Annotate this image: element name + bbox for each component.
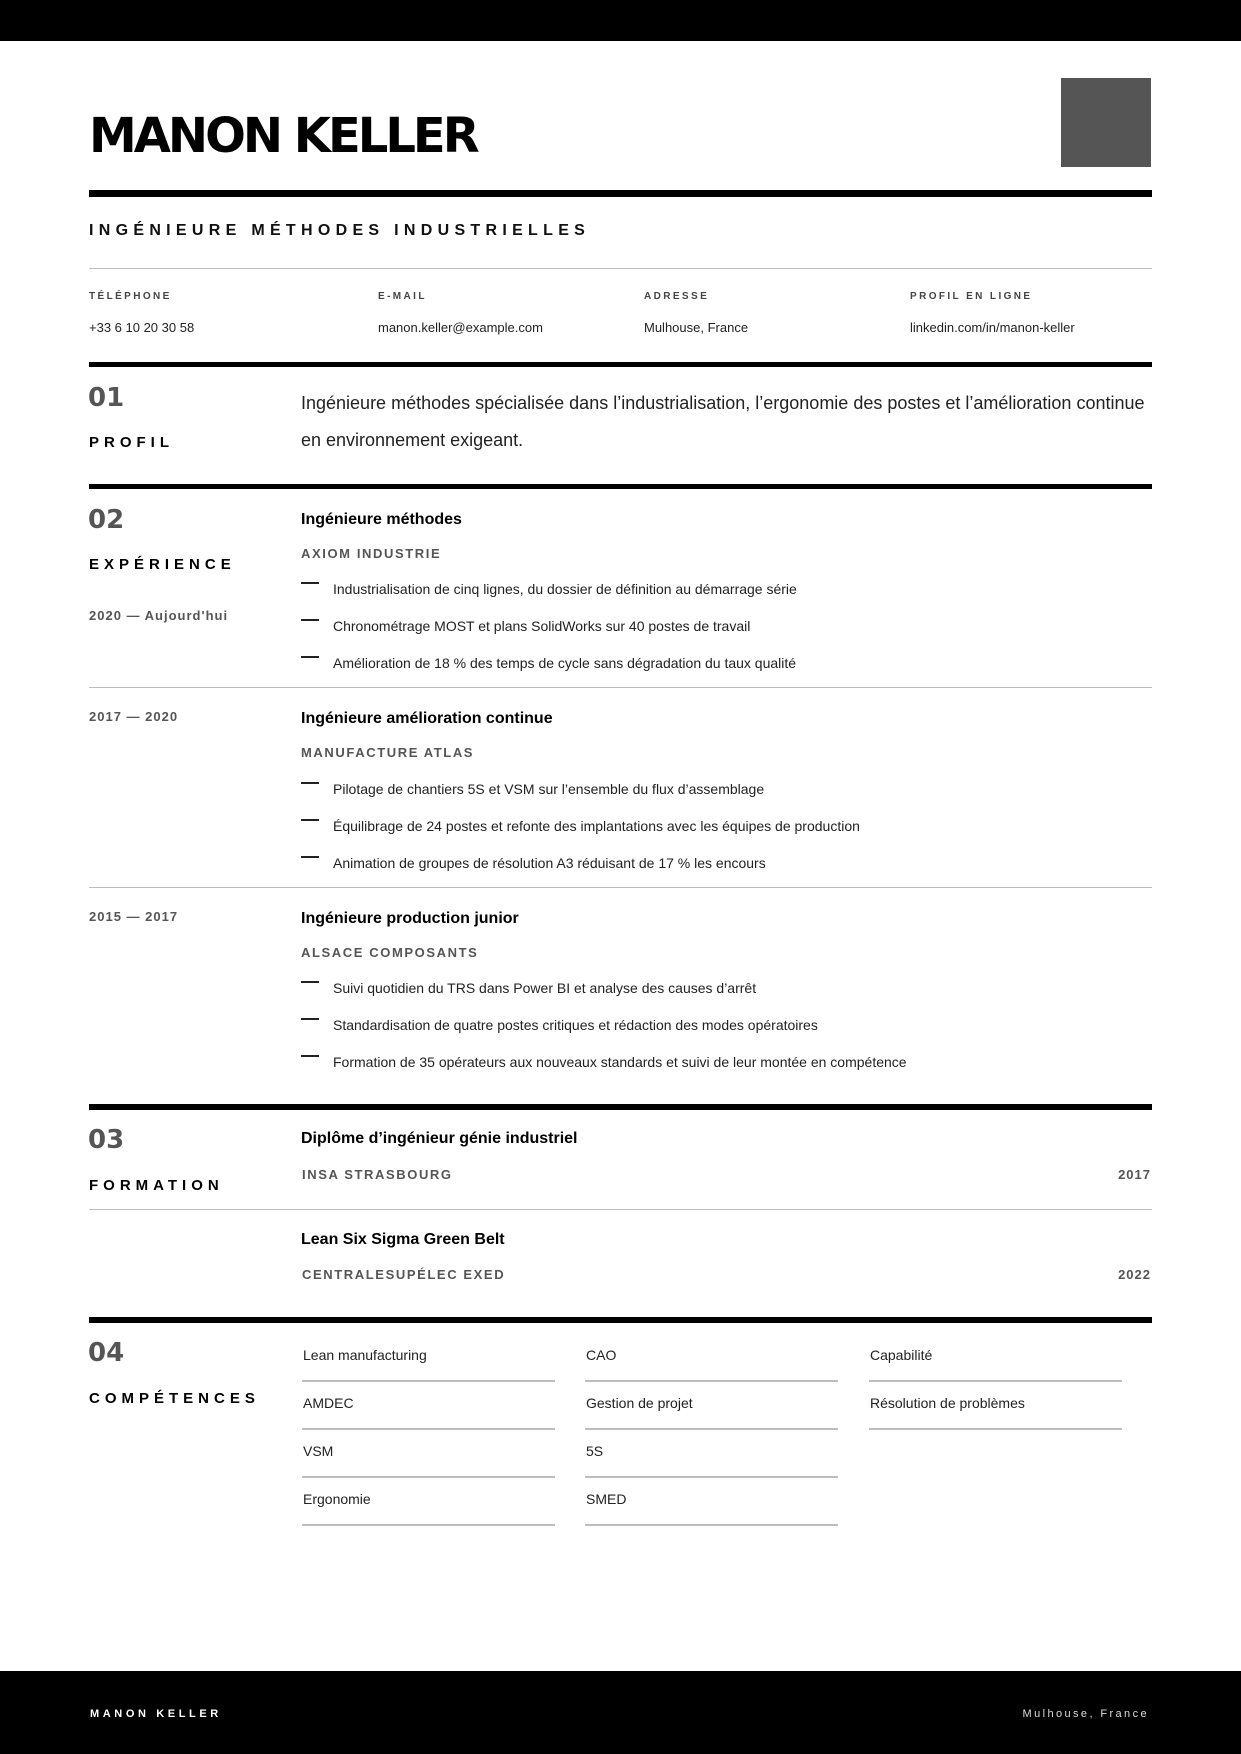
address-label: ADRESSE [644, 291, 710, 302]
job-role: Ingénieure méthodes [301, 511, 462, 528]
experience-section-title: EXPÉRIENCE [89, 556, 236, 573]
bullet-dash [301, 981, 319, 983]
skill-item: VSM [302, 1430, 555, 1478]
bullet-dash [301, 1055, 319, 1057]
degree-title: Lean Six Sigma Green Belt [301, 1231, 505, 1248]
job-bullet: Amélioration de 18 % des temps de cycle sans dégradation du taux qualité [333, 655, 797, 671]
phone-label: TÉLÉPHONE [89, 291, 172, 302]
bullet-dash [301, 582, 319, 584]
degree-title: Diplôme d’ingénieur génie industriel [301, 1130, 578, 1147]
skills-section-title: COMPÉTENCES [89, 1390, 260, 1407]
job-bullet: Suivi quotidien du TRS dans Power BI et analyse des causes d’arrêt [333, 980, 757, 996]
header-divider [89, 190, 1152, 197]
online-profile-label: PROFIL EN LIGNE [910, 291, 1033, 302]
top-bar [0, 0, 1241, 41]
job-company: MANUFACTURE ATLAS [301, 745, 475, 760]
bullet-dash [301, 1018, 319, 1020]
section-divider [89, 362, 1152, 367]
job-role: Ingénieure production junior [301, 910, 519, 927]
skill-item: Résolution de problèmes [869, 1382, 1122, 1430]
skill-item: Lean manufacturing [302, 1334, 555, 1382]
address-value: Mulhouse, France [644, 320, 749, 335]
job-bullet: Chronométrage MOST et plans SolidWorks sur 40 postes de travail [333, 618, 751, 634]
profile-summary: Ingénieure méthodes spécialisée dans l’industrialisation, l’ergonomie des postes et l’amélioration continue en environnement exigeant. [301, 393, 1145, 450]
email-value: manon.keller@example.com [378, 320, 543, 335]
job-bullet: Industrialisation de cinq lignes, du dossier de définition au démarrage série [333, 581, 797, 597]
email-label: E-MAIL [378, 291, 427, 302]
job-divider [89, 887, 1152, 888]
job-bullet: Pilotage de chantiers 5S et VSM sur l’ensemble du flux d’assemblage [333, 781, 765, 797]
degree-year: 2017 [1118, 1167, 1151, 1182]
experience-section-number: 02 [88, 505, 125, 535]
candidate-name: MANON KELLER [89, 108, 477, 164]
skill-item: SMED [585, 1478, 838, 1526]
education-section-number: 03 [88, 1125, 125, 1155]
bullet-dash [301, 782, 319, 784]
job-company: ALSACE COMPOSANTS [301, 945, 479, 960]
job-title: INGÉNIEURE MÉTHODES INDUSTRIELLES [89, 222, 591, 239]
skills-section-number: 04 [88, 1338, 125, 1368]
profile-section-number: 01 [88, 383, 125, 413]
skill-item: Capabilité [869, 1334, 1122, 1382]
job-dates: 2017 — 2020 [89, 709, 179, 724]
job-company: AXIOM INDUSTRIE [301, 546, 442, 561]
section-divider [89, 484, 1152, 489]
job-bullet: Animation de groupes de résolution A3 réduisant de 17 % les encours [333, 855, 766, 871]
skill-item: Ergonomie [302, 1478, 555, 1526]
skill-item: 5S [585, 1430, 838, 1478]
skill-item: Gestion de projet [585, 1382, 838, 1430]
education-divider [89, 1209, 1152, 1210]
job-dates: 2015 — 2017 [89, 909, 179, 924]
contact-top-divider [89, 268, 1152, 269]
online-profile-value: linkedin.com/in/manon-keller [910, 320, 1075, 335]
job-bullet: Standardisation de quatre postes critiques et rédaction des modes opératoires [333, 1017, 818, 1033]
school-name: INSA STRASBOURG [302, 1167, 453, 1182]
job-bullet: Formation de 35 opérateurs aux nouveaux standards et suivi de leur montée en compétence [333, 1054, 907, 1070]
bullet-dash [301, 856, 319, 858]
photo-placeholder [1061, 78, 1151, 167]
skill-item: AMDEC [302, 1382, 555, 1430]
bullet-dash [301, 819, 319, 821]
job-divider [89, 687, 1152, 688]
bullet-dash [301, 656, 319, 658]
footer-name: MANON KELLER [90, 1708, 222, 1720]
profile-section-title: PROFIL [89, 434, 174, 451]
school-name: CENTRALESUPÉLEC EXED [302, 1267, 506, 1282]
job-dates: 2020 — Aujourd'hui [89, 608, 229, 623]
footer-location: Mulhouse, France [1022, 1708, 1149, 1720]
skill-item: CAO [585, 1334, 838, 1382]
degree-year: 2022 [1118, 1267, 1151, 1282]
bullet-dash [301, 619, 319, 621]
job-role: Ingénieure amélioration continue [301, 710, 553, 727]
phone-value: +33 6 10 20 30 58 [89, 320, 195, 335]
section-divider [89, 1104, 1152, 1110]
education-section-title: FORMATION [89, 1177, 224, 1194]
section-divider [89, 1317, 1152, 1323]
job-bullet: Équilibrage de 24 postes et refonte des implantations avec les équipes de production [333, 818, 860, 834]
